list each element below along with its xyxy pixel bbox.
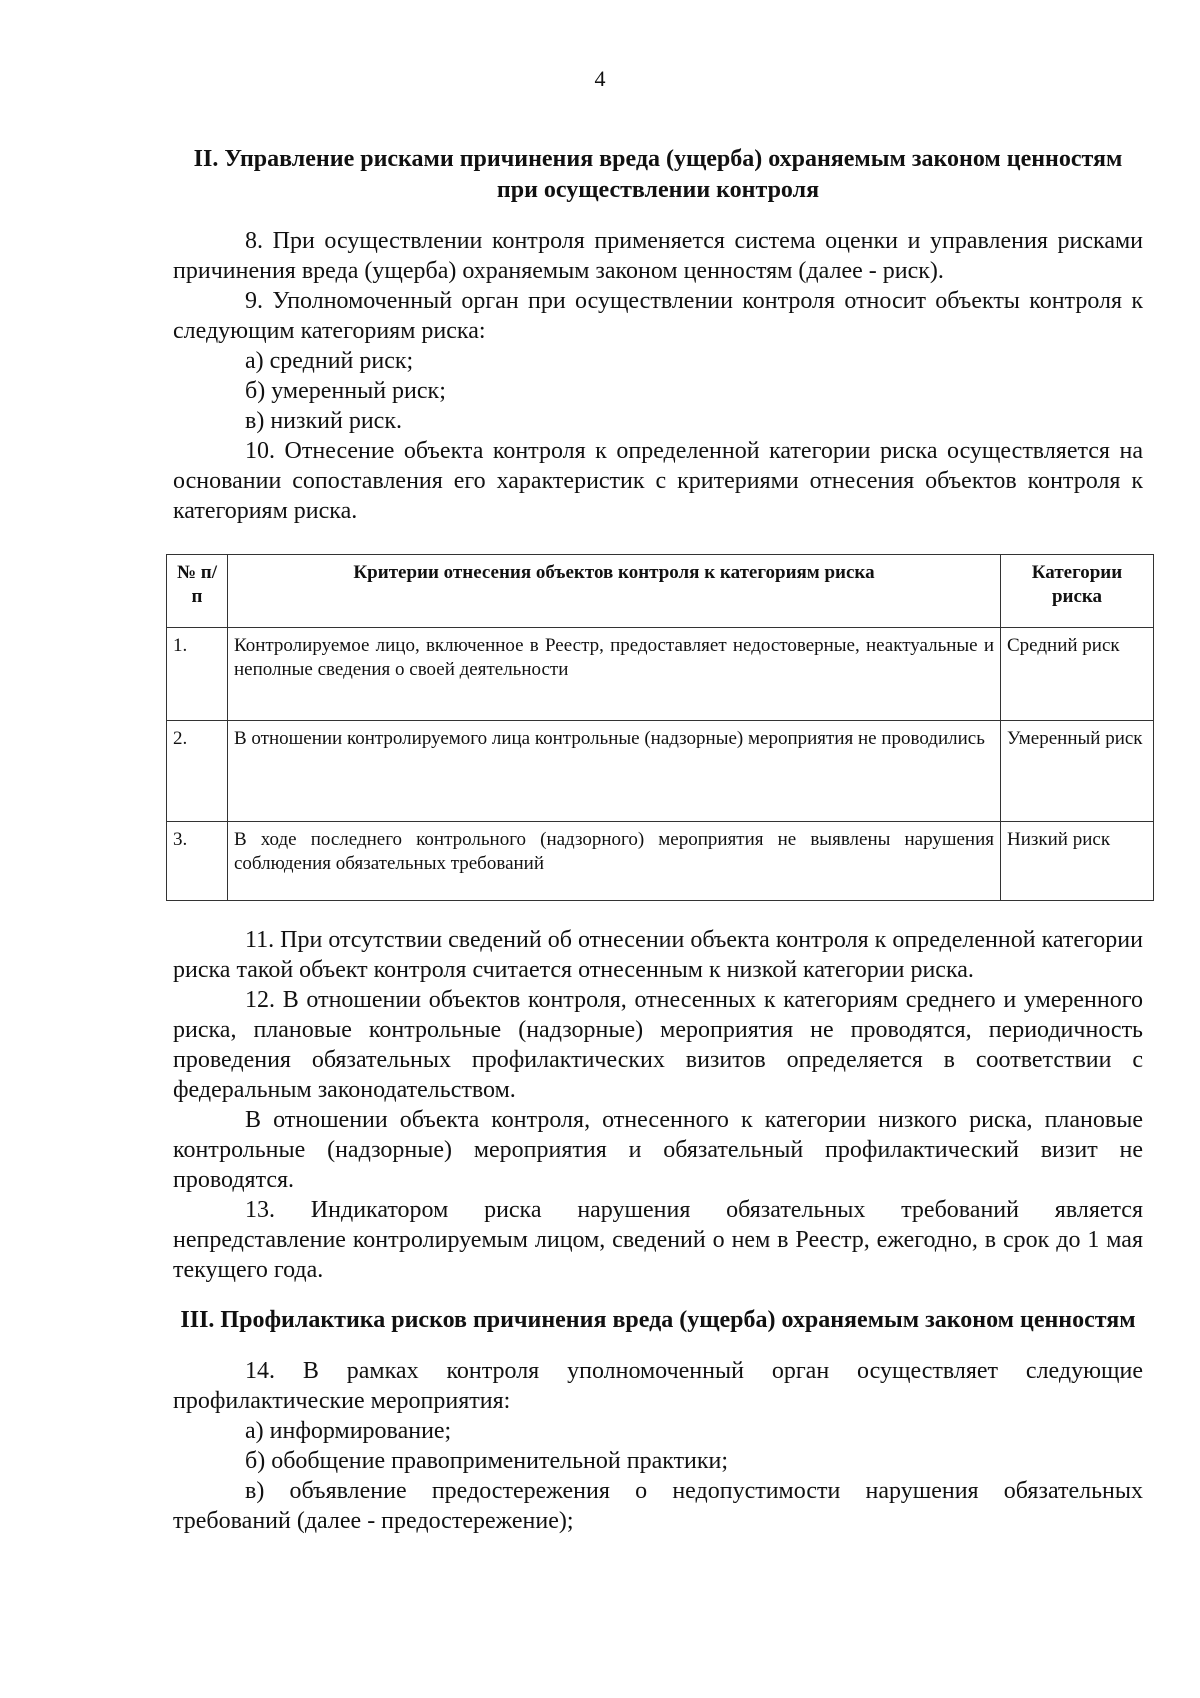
list-item-warning: в) объявление предостережения о недопустимости нарушения обязательных требований (далее - предостережение);: [173, 1478, 1143, 1534]
table-row: [167, 628, 1154, 721]
header-criteria: Критерии отнесения объектов контроля к категориям риска: [228, 555, 1001, 628]
row-criteria: В отношении контролируемого лица контрольные (надзорные) мероприятия не проводились: [228, 721, 1001, 822]
page-number: 4: [594, 66, 606, 91]
paragraph-13: 13. Индикатором риска нарушения обязательных требований является непредставление контролируемым лицом, сведений о нем в Реестр, ежегодно, в срок до 1 мая текущего года.: [173, 1197, 1143, 1283]
table-row: [167, 822, 1154, 901]
paragraph-11: 11. При отсутствии сведений об отнесении объекта контроля к определенной категории риска такой объект контроля считается отнесенным к низкой категории риска.: [173, 927, 1143, 983]
document-body: [173, 144, 1143, 1536]
paragraph-9: 9. Уполномоченный орган при осуществлении контроля относит объекты контроля к следующим категориям риска:: [173, 288, 1143, 344]
row-criteria: Контролируемое лицо, включенное в Реестр, предоставляет недостоверные, неактуальные и неполные сведения о своей деятельности: [228, 628, 1001, 721]
row-category: Низкий риск: [1001, 822, 1154, 901]
paragraph-12: 12. В отношении объектов контроля, отнесенных к категориям среднего и умеренного риска, плановые контрольные (надзорные) мероприятия не проводятся, периодичность проведения обязательных профилактических визитов определяется в соответствии с федеральным законодательством.: [173, 987, 1143, 1103]
paragraph-8: 8. При осуществлении контроля применяется система оценки и управления рисками причинения вреда (ущерба) охраняемым законом ценностям (далее - риск).: [173, 228, 1143, 284]
list-item-informing: а) информирование;: [245, 1418, 452, 1444]
list-item-practice-generalization: б) обобщение правоприменительной практики;: [245, 1448, 729, 1474]
header-category: Категории риска: [1001, 555, 1154, 628]
row-category: Средний риск: [1001, 628, 1154, 721]
row-num: 2.: [167, 721, 228, 822]
table-header-row: [167, 555, 1154, 628]
row-num: 1.: [167, 628, 228, 721]
risk-criteria-table: [166, 554, 1154, 901]
row-num: 3.: [167, 822, 228, 901]
list-item-low-risk: в) низкий риск.: [245, 408, 402, 434]
list-item-moderate-risk: б) умеренный риск;: [245, 378, 446, 404]
section-3-heading: III. Профилактика рисков причинения вреда (ущерба) охраняемым законом ценностям: [180, 1307, 1136, 1333]
list-item-medium-risk: а) средний риск;: [245, 348, 414, 374]
row-criteria: В ходе последнего контрольного (надзорного) мероприятия не выявлены нарушения соблюдения обязательных требований: [228, 822, 1001, 901]
paragraph-10: 10. Отнесение объекта контроля к определенной категории риска осуществляется на основании сопоставления его характеристик с критериями отнесения объектов контроля к категориям риска.: [173, 438, 1143, 524]
section-2-heading: II. Управление рисками причинения вреда (ущерба) охраняемым законом ценностям при осуществлении контроля: [193, 146, 1123, 203]
header-num: № п/п: [167, 555, 228, 628]
row-category: Умеренный риск: [1001, 721, 1154, 822]
table-row: [167, 721, 1154, 822]
paragraph-12-continued: В отношении объекта контроля, отнесенного к категории низкого риска, плановые контрольные (надзорные) мероприятия и обязательный профилактический визит не проводятся.: [173, 1107, 1143, 1193]
paragraph-14: 14. В рамках контроля уполномоченный орган осуществляет следующие профилактические мероприятия:: [173, 1358, 1143, 1414]
